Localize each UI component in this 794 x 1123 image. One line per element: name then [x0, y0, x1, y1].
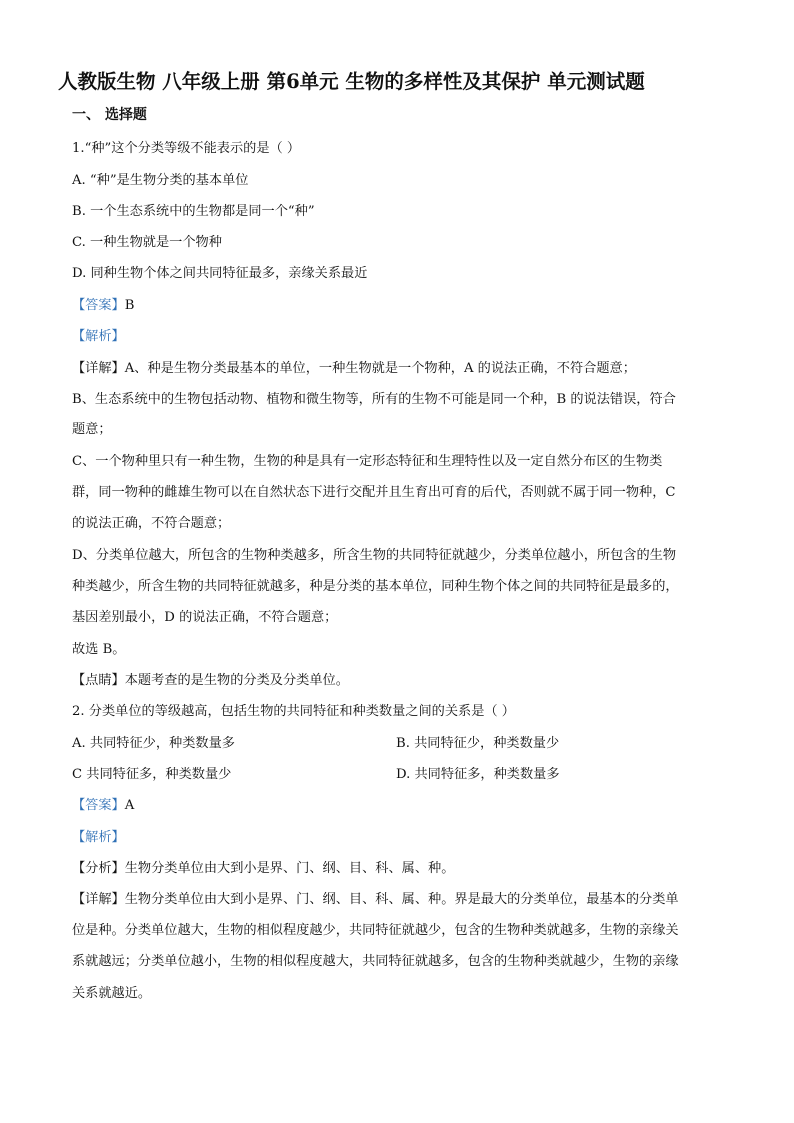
- question-1-stem: 1.“种”这个分类等级不能表示的是（ ）: [72, 141, 301, 156]
- question-1-detail-line: 题意；: [72, 422, 112, 437]
- question-1-detail-line: 种类越少，所含生物的共同特征就越多，种是分类的基本单位，同种生物个体之间的共同特征是最多的，: [72, 579, 679, 594]
- question-1-detail-line: 群，同一物种的雌雄生物可以在自然状态下进行交配并且生育出可育的后代，否则就不属于同一物种，C: [72, 485, 676, 500]
- question-1-comment: [72, 672, 349, 690]
- question-2-stem: 2. 分类单位的等级越高，包括生物的共同特征和种类数量之间的关系是（ ）: [72, 704, 515, 719]
- question-1-detail-line: 基因差别最小，D 的说法正确，不符合题意；: [72, 610, 338, 625]
- question-2-answer: [72, 797, 134, 815]
- question-1-detail-line: [72, 360, 636, 378]
- detail-tag: 【详解】: [72, 361, 125, 376]
- question-1-option-c: C. 一种生物就是一个物种: [72, 235, 222, 250]
- question-2-option-b: B. 共同特征少，种类数量少: [396, 736, 560, 751]
- answer-tag: 【答案】: [72, 798, 125, 813]
- question-1-detail-line: D、分类单位越大，所包含的生物种类越多，所含生物的共同特征就越少，分类单位越小，所包含的生物: [72, 548, 677, 563]
- question-2-analysis-tag: 【解析】: [72, 830, 125, 845]
- question-2-detail-line: [72, 891, 679, 909]
- question-2-option-a: A. 共同特征少，种类数量多: [72, 736, 235, 751]
- question-1-detail-line: B、生态系统中的生物包括动物、植物和微生物等，所有的生物不可能是同一个种，B 的说法错误，符合: [72, 392, 676, 407]
- question-1-analysis-tag: 【解析】: [72, 329, 125, 344]
- section-heading: 一、 选择题: [72, 107, 147, 123]
- document-title: 人教版生物 八年级上册 第6单元 生物的多样性及其保护 单元测试题: [58, 70, 645, 93]
- answer-tag: 【答案】: [72, 298, 125, 313]
- question-2-detail-line: 关系就越近。: [72, 986, 152, 1001]
- detail-tag: 【详解】: [72, 892, 125, 907]
- analyze-text: 生物分类单位由大到小是界、门、纲、目、科、属、种。: [124, 861, 455, 876]
- answer-value: B: [124, 298, 135, 313]
- analyze-tag: 【分析】: [72, 861, 125, 876]
- question-2-detail-line: 位是种。分类单位越大，生物的相似程度越少，共同特征就越少，包含的生物种类就越多，生物的亲缘关: [72, 923, 679, 938]
- question-2-option-c: C 共同特征多，种类数量少: [72, 767, 232, 782]
- detail-text: 生物分类单位由大到小是界、门、纲、目、科、属、种。界是最大的分类单位，最基本的分类单: [124, 892, 679, 907]
- question-2-option-d: D. 共同特征多，种类数量多: [396, 767, 560, 782]
- question-2-detail-line: 系就越远；分类单位越小，生物的相似程度越大，共同特征就越多，包含的生物种类就越少，生物的亲缘: [72, 954, 679, 969]
- detail-text: A、种是生物分类最基本的单位，一种生物就是一个物种，A 的说法正确，不符合题意；: [124, 361, 636, 376]
- question-1-option-d: D. 同种生物个体之间共同特征最多，亲缘关系最近: [72, 266, 368, 281]
- question-1-option-a: A. “种”是生物分类的基本单位: [72, 173, 249, 188]
- answer-value: A: [124, 798, 135, 813]
- question-1-detail-line: C、一个物种里只有一种生物，生物的种是具有一定形态特征和生理特性以及一定自然分布区的生物类: [72, 454, 663, 469]
- question-1-answer: [72, 297, 134, 315]
- question-1-detail-line: 的说法正确，不符合题意；: [72, 516, 231, 531]
- question-2-analyze: [72, 860, 454, 878]
- question-1-detail-line: 故选 B。: [72, 642, 126, 657]
- question-1-option-b: B. 一个生态系统中的生物都是同一个“种”: [72, 204, 315, 219]
- comment-text: 本题考查的是生物的分类及分类单位。: [124, 673, 349, 688]
- comment-tag: 【点睛】: [72, 673, 125, 688]
